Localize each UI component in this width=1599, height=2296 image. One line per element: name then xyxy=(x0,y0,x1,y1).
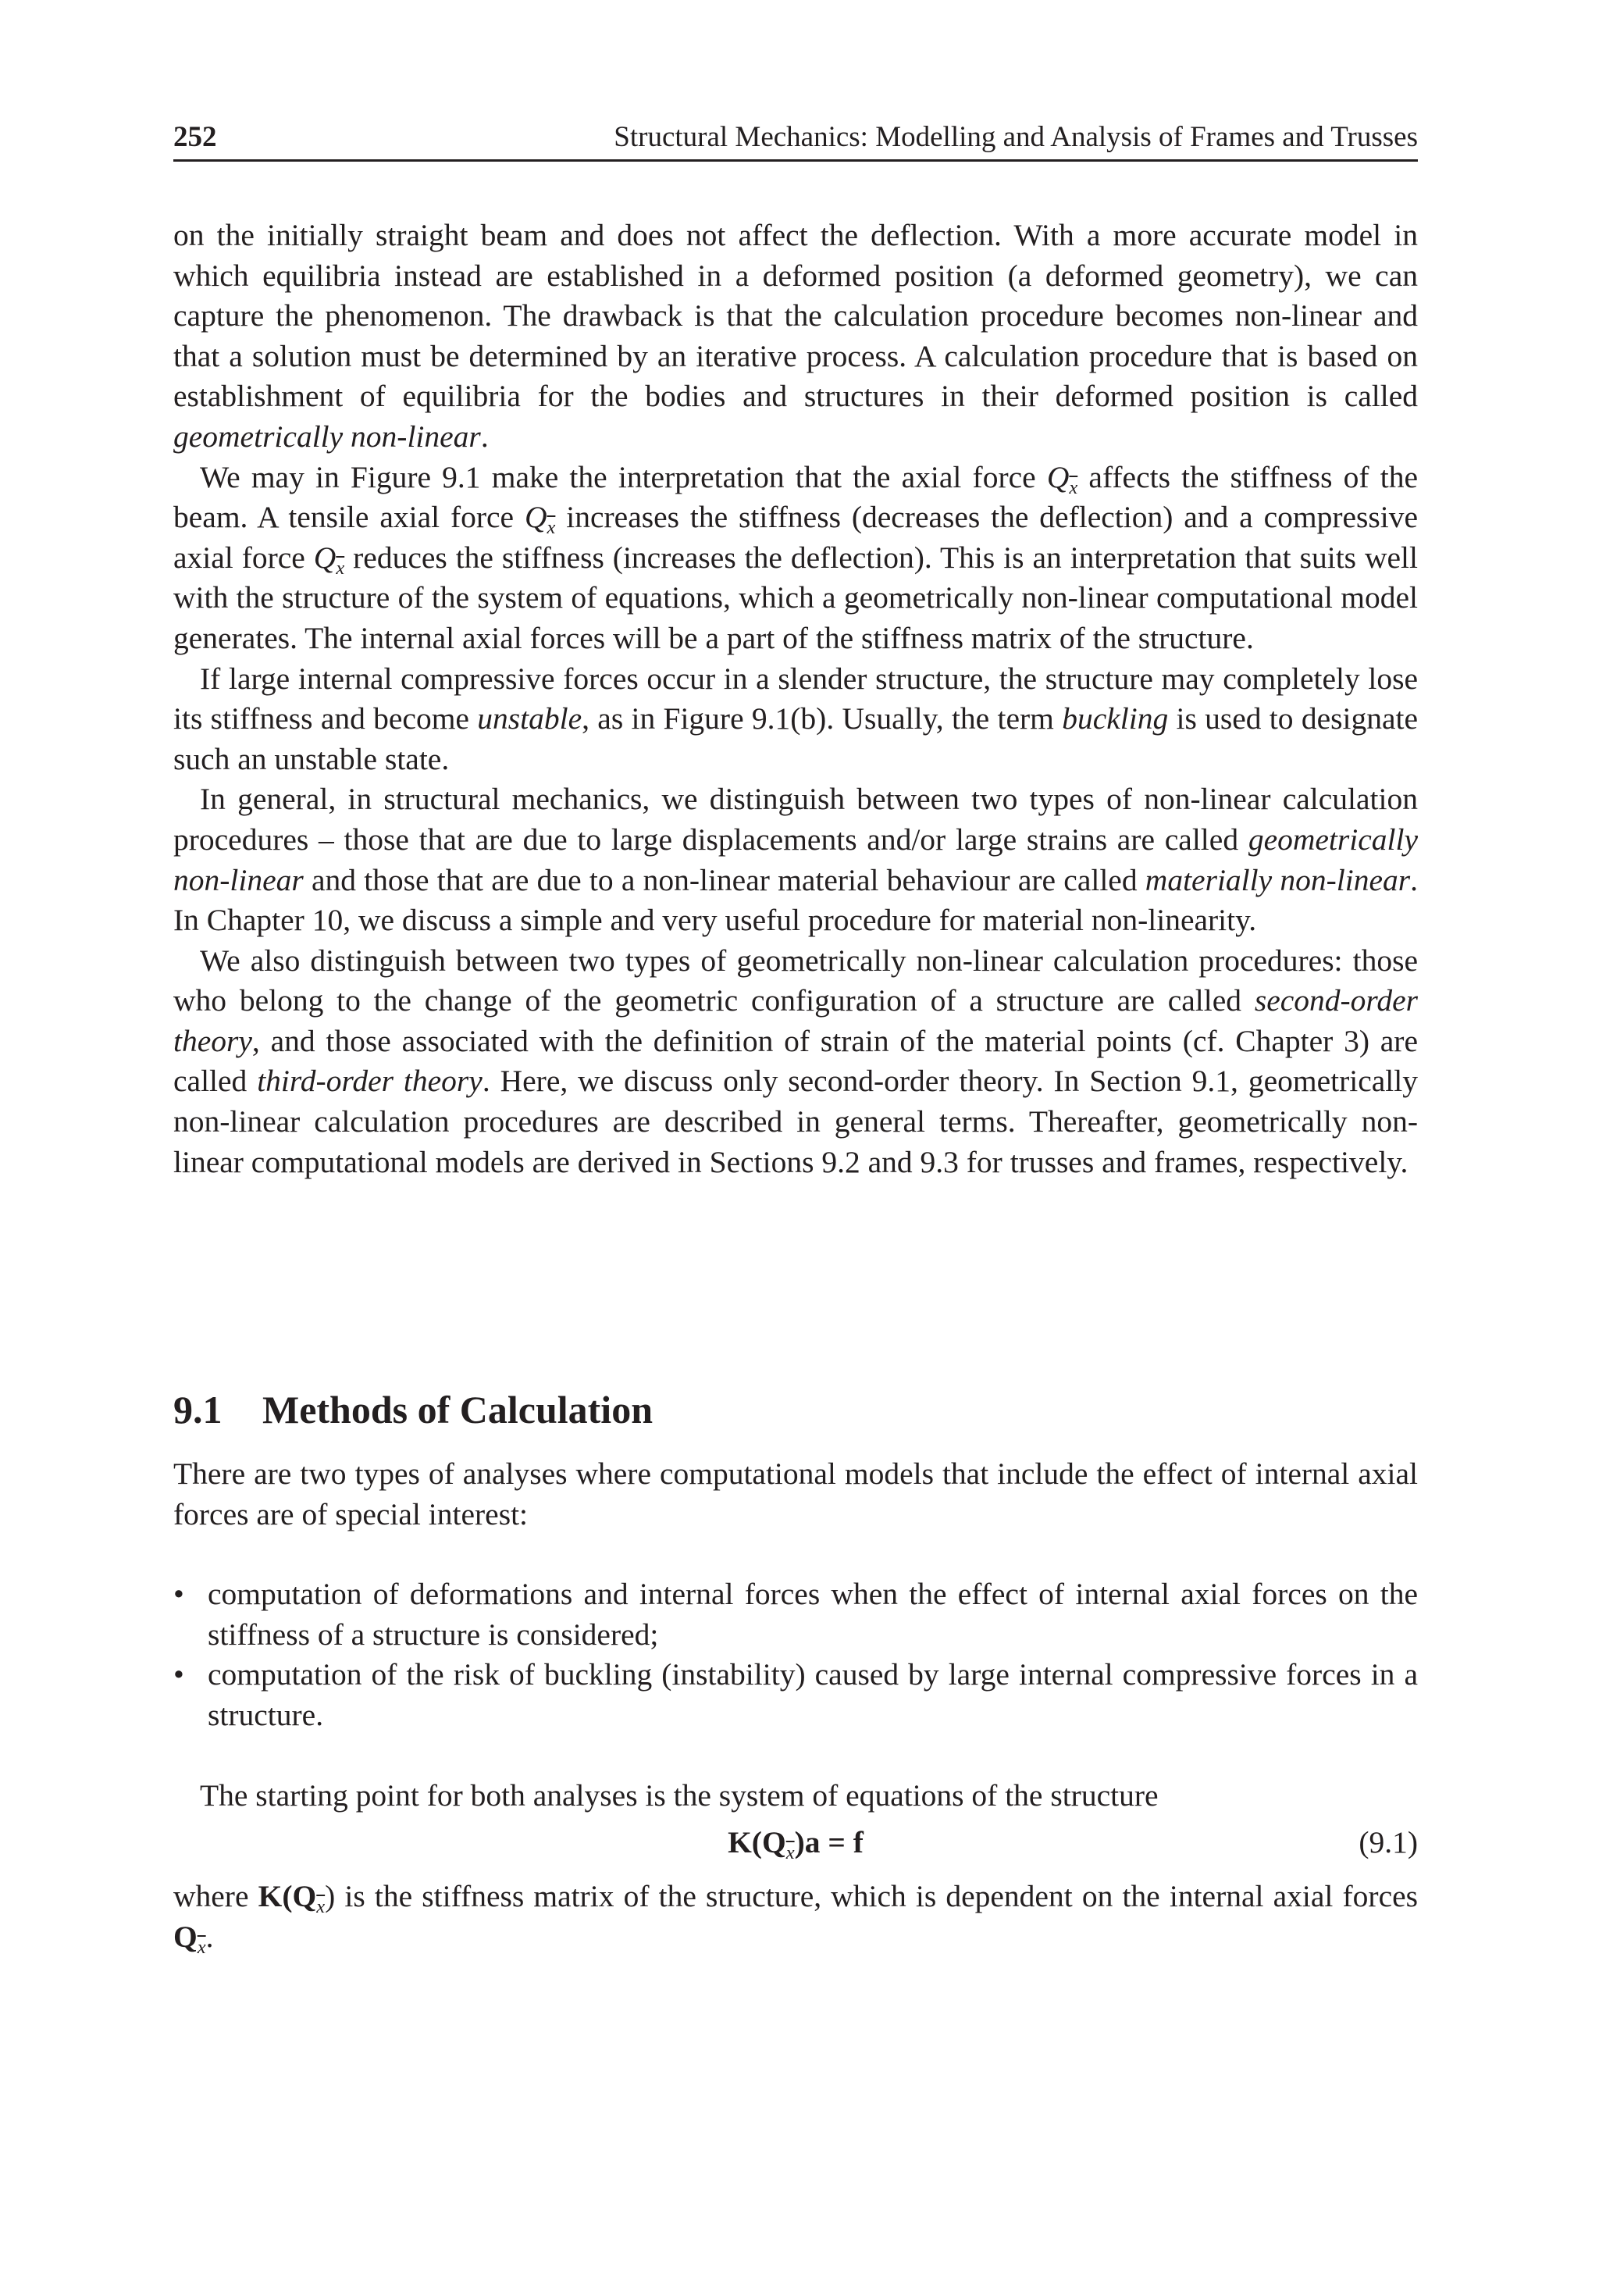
equation: $K(Q_{\overline{x}})a = f$ xyxy=(728,1825,864,1864)
paragraph-3: If large internal compressive forces occur in a slender structure, the structure may completely lose its stiffness and become unstable, as in Figure 9.1(b). Usually, the term buckling is used to designate such an unstable state. xyxy=(173,661,1418,776)
starting-point-text: The starting point for both analyses is the system of equations of the structure xyxy=(200,1777,1159,1813)
list-item: • computation of the risk of buckling (instability) caused by large internal compressive forces in a structure. xyxy=(173,1655,1418,1735)
running-head-title: Structural Mechanics: Modelling and Analysis of Frames and Trusses xyxy=(614,121,1418,153)
section-intro: There are two types of analyses where computational models that include the effect of internal axial forces are of special interest: xyxy=(173,1456,1418,1531)
symbol-q: $Q_{\overline{x}}$ xyxy=(1046,459,1078,498)
paragraph-5: We also distinguish between two types of geometrically non-linear calculation procedures: those who belong to the change of the geometric configuration of a structure are called second-order theory, and those associated with the definition of strain of the material points (cf. Chapter 3) are called third-order theory. Here, we discuss only second-order theory. In Section 9.1, geometrically non-linear calculation procedures are described in general terms. Thereafter, geometrically non-linear computational models are derived in Sections 9.2 and 9.3 for trusses and frames, respectively. xyxy=(173,943,1418,1179)
emphasis: third-order theory xyxy=(257,1064,483,1099)
emphasis: unstable xyxy=(477,701,582,736)
paragraph-2: We may in Figure 9.1 make the interpretation that the axial force $Q_{\overline{x}}$ affects the stiffness of the beam. A tensile axial force $Q_{\overline{x}}$ increases the stiffness (decreases the deflection) and a compressive axial force $Q_{\overline{x}}$ reduces the stiffness (increases the deflection). This is an interpretation that suits well with the structure of the system of equations, which a geometrically non-linear computational model generates. The internal axial forces will be a part of the stiffness matrix of the structure. xyxy=(173,459,1419,655)
emphasis: materially non-linear xyxy=(1145,862,1411,897)
list-item: • computation of deformations and internal forces when the effect of internal axial forces on the stiffness of a structure is considered; xyxy=(173,1574,1418,1655)
emphasis: geometrically non-linear xyxy=(173,419,481,454)
equation-number: (9.1) xyxy=(1359,1825,1418,1860)
bullet-list xyxy=(173,1574,1418,1735)
paragraph-4: In general, in structural mechanics, we distinguish between two types of non-linear calculation procedures – those that are due to large displacements and/or large strains are called geometrically non-linear and those that are due to a non-linear material behaviour are called materially non-linear. In Chapter 10, we discuss a simple and very useful procedure for material non-linearity. xyxy=(173,782,1418,938)
paragraph-1: on the initially straight beam and does not affect the deflection. With a more accurate model in which equilibria instead are established in a deformed position (a deformed geometry), we can capture the phenomenon. The drawback is that the calculation procedure becomes non-linear and that a solution must be determined by an iterative process. A calculation procedure that is based on establishment of equilibria for the bodies and structures in their deformed position is called geometrically non-linear. xyxy=(173,218,1418,454)
emphasis: second-order theory xyxy=(173,983,1418,1058)
bullet-icon: • xyxy=(173,1657,184,1692)
running-head xyxy=(173,116,1418,162)
symbol-q: $Q_{\overline{x}}$ xyxy=(313,540,345,579)
where-text: where $K(Q_{\overline{x}})$ is the stiffness matrix of the structure, which is dependent on the internal axial forces $Q_{\overline{x}}$. xyxy=(173,1879,1419,1958)
section-number: 9.1 xyxy=(173,1388,223,1431)
symbol-q: $Q_{\overline{x}}$ xyxy=(524,500,556,539)
emphasis: buckling xyxy=(1062,701,1169,736)
section-title: Methods of Calculation xyxy=(262,1388,653,1431)
page-number: 252 xyxy=(173,121,217,153)
equation-9-1 xyxy=(173,1816,1418,1869)
bullet-icon: • xyxy=(173,1577,184,1612)
body-text xyxy=(173,216,1418,1182)
emphasis: geometrically non-linear xyxy=(173,822,1418,897)
section-body xyxy=(173,1454,1418,1957)
section-heading xyxy=(173,1384,1418,1435)
book-page xyxy=(173,0,1418,2296)
